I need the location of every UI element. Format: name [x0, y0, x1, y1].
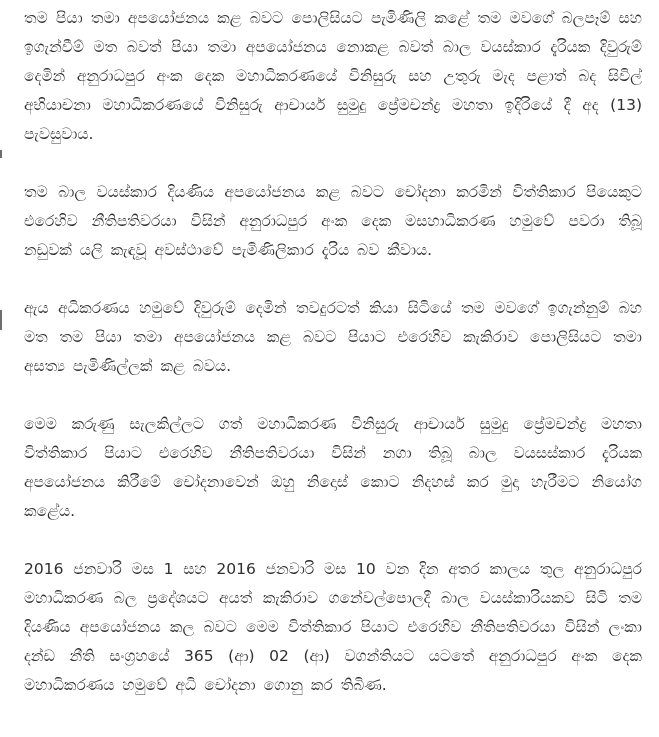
left-edge-marker	[0, 310, 2, 330]
article-paragraph-3: ඇය අධිකරණය හමුවේ දිවුරුම් දෙමින් තවදුරටත් කියා සිටියේ තම මවගේ ඉගැන්නුම් බහ මත තම පියා තමා අපයෝජනය කළ බවට පියාට එරෙහිව කැකිරාව පොලිසියට තමා අසත්‍ය පැමිණිල්ලක් කළ බවය.	[24, 299, 642, 375]
article-body	[24, 4, 642, 700]
left-edge-marker	[0, 150, 2, 158]
article-paragraph-1: තම පියා තමා අපයෝජනය කළ බවට පොලිසියට පැමිණිලි කළේ තම මවගේ බලපෑම් සහ ඉගැන්වීම් මත බවත් පියා තමා අපයෝජනය නොකළ බවත් බාල වයස්කාර දැරියක දිවුරුම් දෙමින් අනුරාධපුර අංක දෙක මහාධිකරණයේ විනිසුරු සහ උතුරු මැද පළාත් බද සිවිල් අභියාචනා මහාධිකරණයේ විනිසුරු ආචාර්ය සුමුදු ප්‍රේමචන්ද්‍ර මහතා ඉදිරියේ දී අද (13) පැවසුවාය.	[24, 9, 642, 143]
article-paragraph-2: තම බාල වයස්කාර දියණිය අපයෝජනය කළ බවට චෝදනා කරමින් විත්තිකාර පියෙකුට එරෙහිව නීතිපතිවරයා විසින් අනුරාධපුර අංක දෙක මසහාධිකරණ හමුවේ පවරා තිබූ නඩුවක් යලි කැඳවූ අවස්ථාවේ පැමිණිලිකාර දැරිය බව කීවාය.	[24, 183, 642, 259]
article-paragraph-5: 2016 ජනවාරි මස 1 සහ 2016 ජනවාරි මස 10 වන දින අතර කාලය තුල අනුරාධපුර මහාධිකරණ බල ප්‍රදේශයට අයත් කැකිරාව ගනේවල්පොලදී බාල වයස්කාරියකව සිටි තම දියණිය අපයෝජනය කල බවට මෙම විත්තිකාර පියාට එරෙහිව නීතිපතිවරයා විසින් ලංකා දන්ඩ නීති සංග්‍රහයේ 365 (ආ) 02 (ආ) වගන්තියට යටතේ අනුරාධපුර අංක දෙක මහාධිකරණය හමුවේ අධි චෝදනා ගොනු කර තිබිණ.	[24, 560, 642, 694]
article-paragraph-4: මෙම කරුණු සැලකිල්ලට ගත් මහාධිකරණ විනිසුරු ආචාර්ය සුමුදු ප්‍රේමචන්ද්‍ර මහතා විත්තිකාර පියාට එරෙහිව නීතිපතිවරයා විසින් නගා තිබූ බාල වයසස්කාර දැරියක අපයෝජනය කිරීමේ චෝදනාවෙන් ඔහු නිදොස් කොට නිදහස් කර මුදා හැරීමට නියෝග කළේය.	[24, 415, 642, 520]
